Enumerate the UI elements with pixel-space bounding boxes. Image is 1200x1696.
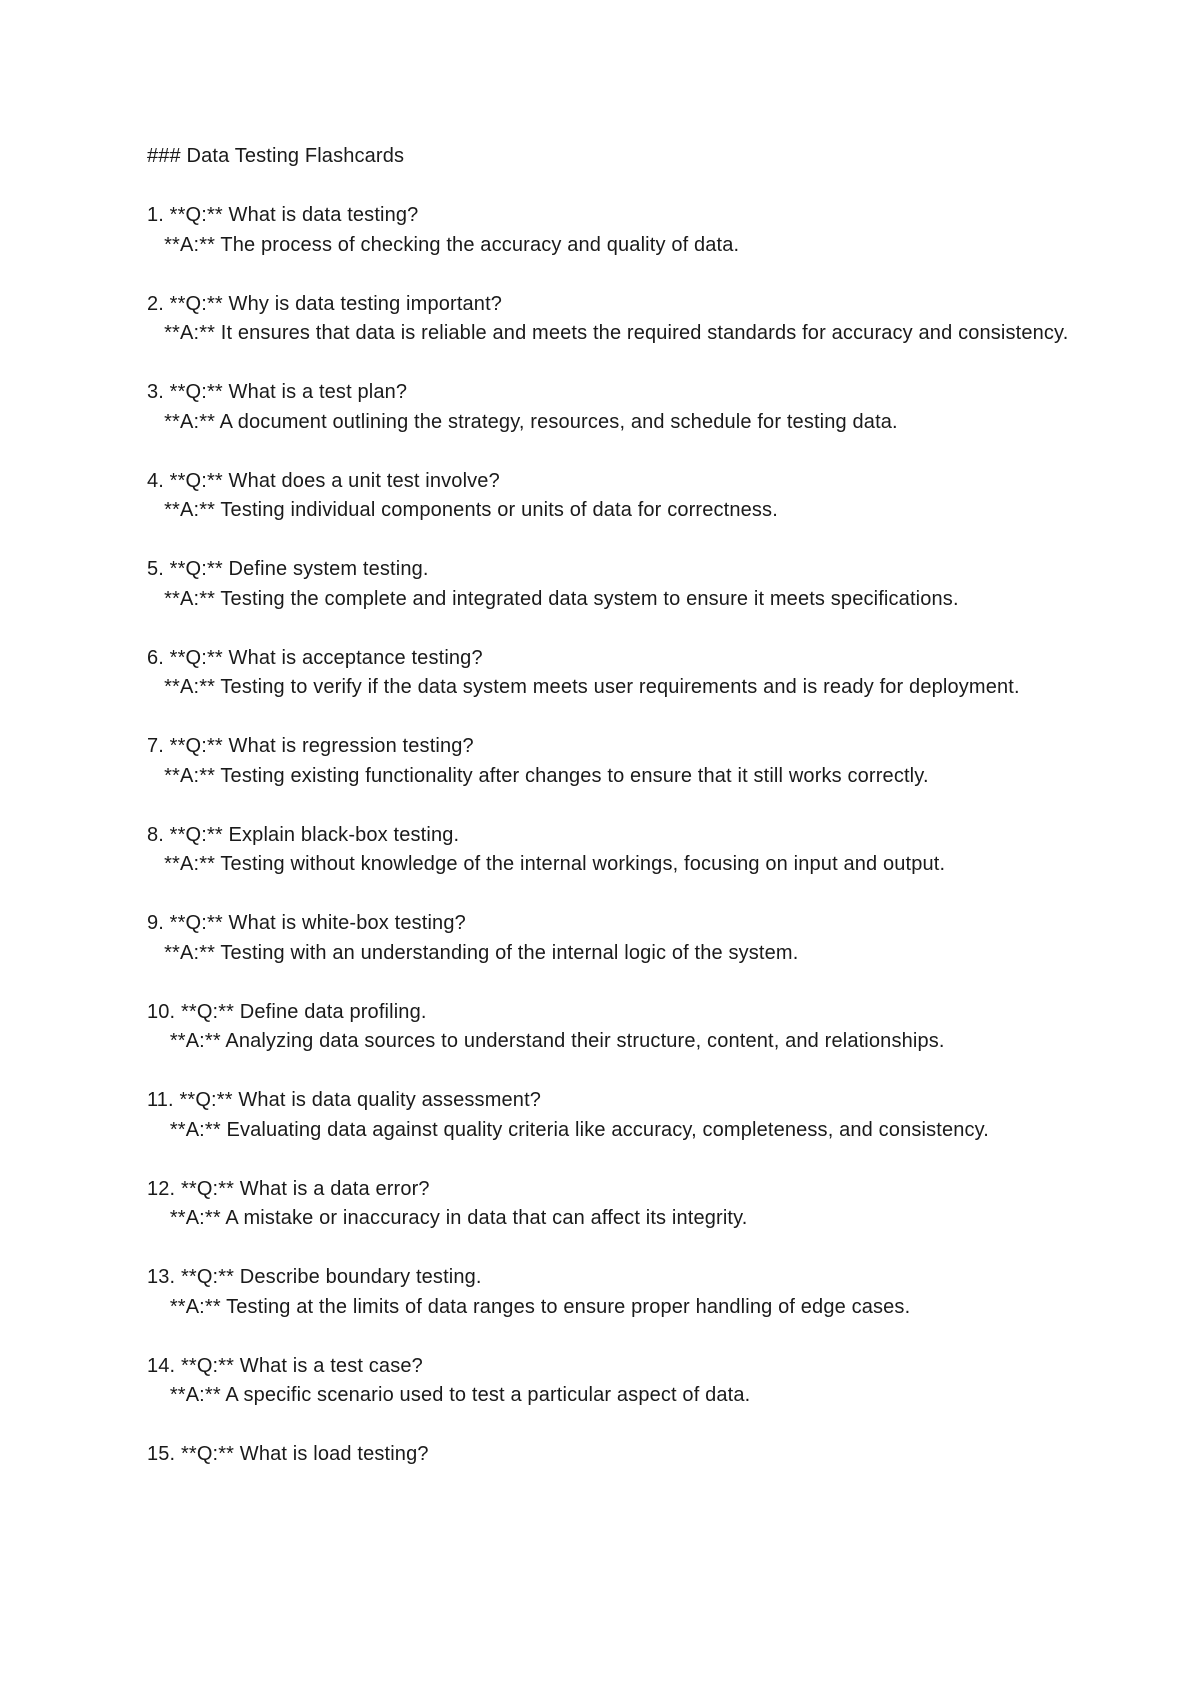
flashcard-answer: **A:** Testing existing functionality after changes to ensure that it still works correctly. [147, 764, 929, 787]
flashcard [147, 732, 1147, 791]
flashcard-question: 15. **Q:** What is load testing? [147, 1443, 429, 1465]
flashcard [147, 1086, 1147, 1145]
flashcard [147, 555, 1147, 614]
flashcard-question: 8. **Q:** Explain black-box testing. [147, 823, 460, 846]
flashcard [147, 998, 1147, 1057]
flashcard [147, 1175, 1147, 1234]
flashcard-answer: **A:** A mistake or inaccuracy in data that can affect its integrity. [147, 1207, 748, 1229]
flashcard-question: 14. **Q:** What is a test case? [147, 1354, 423, 1377]
flashcard-question: 12. **Q:** What is a data error? [147, 1177, 430, 1200]
flashcard-question: 9. **Q:** What is white-box testing? [147, 912, 466, 934]
flashcard-question: 11. **Q:** What is data quality assessment? [147, 1089, 542, 1111]
flashcard-answer: **A:** Testing at the limits of data ranges to ensure proper handling of edge cases. [147, 1295, 911, 1318]
flashcard-answer: **A:** Testing the complete and integrated data system to ensure it meets specifications. [147, 587, 959, 610]
flashcard-answer: **A:** Testing with an understanding of the internal logic of the system. [147, 941, 799, 964]
flashcard [147, 1263, 1147, 1322]
flashcard-question: 2. **Q:** Why is data testing important? [147, 292, 503, 315]
flashcard-question: 4. **Q:** What does a unit test involve? [147, 469, 500, 492]
flashcard-answer: **A:** Evaluating data against quality criteria like accuracy, completeness, and consistency. [147, 1118, 990, 1141]
flashcard [147, 821, 1147, 880]
flashcard-question: 13. **Q:** Describe boundary testing. [147, 1266, 482, 1288]
flashcard-answer: **A:** Testing without knowledge of the internal workings, focusing on input and output. [147, 853, 946, 875]
flashcard [147, 1352, 1147, 1411]
flashcard-question: 7. **Q:** What is regression testing? [147, 735, 474, 757]
flashcard-question: 10. **Q:** Define data profiling. [147, 1000, 427, 1023]
flashcard-answer: **A:** Analyzing data sources to understand their structure, content, and relationships. [147, 1030, 945, 1052]
flashcard-question: 6. **Q:** What is acceptance testing? [147, 646, 483, 669]
flashcard [147, 378, 1147, 437]
flashcard [147, 290, 1147, 349]
document-title: ### Data Testing Flashcards [147, 145, 405, 167]
flashcard-question: 1. **Q:** What is data testing? [147, 204, 419, 226]
flashcard-answer: **A:** The process of checking the accuracy and quality of data. [147, 233, 740, 256]
flashcard-answer: **A:** A specific scenario used to test a particular aspect of data. [147, 1384, 751, 1406]
flashcard-question: 3. **Q:** What is a test plan? [147, 381, 408, 403]
document-body [147, 142, 1147, 1499]
flashcard [147, 909, 1147, 968]
flashcard [147, 467, 1147, 526]
flashcard-question: 5. **Q:** Define system testing. [147, 558, 429, 580]
flashcard [147, 201, 1147, 260]
flashcard-answer: **A:** It ensures that data is reliable and meets the required standards for accuracy and consistency. [147, 322, 1069, 344]
flashcard [147, 1440, 1147, 1470]
flashcard-answer: **A:** A document outlining the strategy, resources, and schedule for testing data. [147, 410, 898, 433]
flashcard [147, 644, 1147, 703]
flashcard-answer: **A:** Testing individual components or units of data for correctness. [147, 499, 778, 521]
flashcard-answer: **A:** Testing to verify if the data system meets user requirements and is ready for deployment. [147, 676, 1020, 698]
